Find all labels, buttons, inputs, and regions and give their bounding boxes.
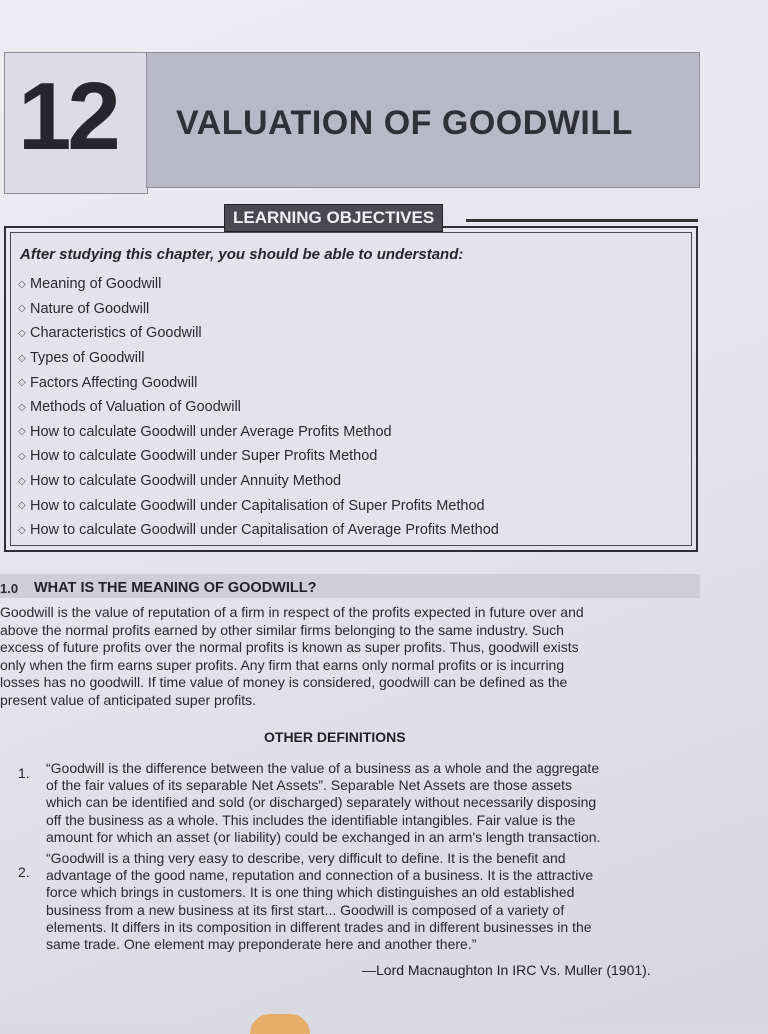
definition-line: elements. It differs in its composition in different trades and in different businesses in the [46, 918, 592, 935]
list-item [18, 321, 499, 346]
finger-shadow [250, 1014, 310, 1034]
paragraph-line: excess of future profits over the normal profits is known as super profits. Thus, goodwill exists [0, 639, 579, 656]
list-item [18, 493, 499, 518]
chapter-title: VALUATION OF GOODWILL [176, 104, 633, 142]
objective-text: Types of Goodwill [30, 350, 145, 367]
paragraph-line: only when the firm earns super profits. Any firm that earns only normal profits or is incurring [0, 656, 565, 673]
section-number: 1.0 [0, 581, 19, 596]
diamond-bullet-icon: ◇ [18, 278, 26, 290]
paragraph-line: present value of anticipated super profits. [0, 691, 257, 708]
list-item [18, 444, 499, 469]
diamond-bullet-icon: ◇ [18, 450, 26, 462]
objective-text: Methods of Valuation of Goodwill [30, 399, 241, 416]
definition-line: off the business as a whole. This includes the identifiable intangibles. Fair value is the [46, 811, 576, 828]
objective-text: Characteristics of Goodwill [30, 325, 202, 342]
paragraph-line: losses has no goodwill. If time value of money is considered, goodwill can be defined as the [0, 674, 568, 691]
definition-line: advantage of the good name, reputation and connection of a business. It is the attractive [46, 867, 594, 884]
list-item [18, 518, 499, 543]
definition-line: business from a new business at its first start... Goodwill is composed of a variety of [46, 901, 565, 918]
definition-number: 1. [18, 765, 30, 781]
objective-text: How to calculate Goodwill under Annuity Method [30, 473, 342, 490]
objective-text: Factors Affecting Goodwill [30, 374, 198, 391]
diamond-bullet-icon: ◇ [18, 303, 26, 315]
definition-line: same trade. One element may preponderate here and another there.” [46, 936, 477, 953]
diamond-bullet-icon: ◇ [18, 500, 26, 512]
definition-line: force which brings in customers. It is one thing which distinguishes an old established [46, 884, 575, 901]
definition-2-text [46, 850, 698, 953]
objective-text: Nature of Goodwill [30, 300, 150, 317]
objective-text: How to calculate Goodwill under Average Profits Method [30, 423, 392, 440]
definition-number: 2. [18, 864, 30, 880]
objective-text: How to calculate Goodwill under Capitalisation of Super Profits Method [30, 497, 485, 514]
learning-objectives-rule [466, 219, 698, 222]
objective-text: How to calculate Goodwill under Capitalisation of Average Profits Method [30, 522, 499, 539]
definition-line: which can be identified and sold (or discharged) separately without necessarily disposing [46, 794, 597, 811]
diamond-bullet-icon: ◇ [18, 327, 26, 339]
diamond-bullet-icon: ◇ [18, 377, 26, 389]
list-item [18, 272, 499, 297]
definition-attribution: —Lord Macnaughton In IRC Vs. Muller (1901). [362, 962, 651, 978]
paragraph-line: above the normal profits earned by other similar firms belonging to the same industry. Such [0, 621, 564, 638]
diamond-bullet-icon: ◇ [18, 475, 26, 487]
diamond-bullet-icon: ◇ [18, 352, 26, 364]
list-item [18, 469, 499, 494]
definition-1-text [46, 760, 698, 846]
section-title: WHAT IS THE MEANING OF GOODWILL? [34, 580, 317, 596]
learning-objectives-intro: After studying this chapter, you should be able to understand: [20, 246, 464, 263]
learning-objectives-heading: LEARNING OBJECTIVES [224, 204, 443, 232]
other-definitions-heading: OTHER DEFINITIONS [264, 729, 406, 745]
definition-line: “Goodwill is a thing very easy to describe, very difficult to define. It is the benefit and [46, 850, 566, 866]
definition-line: “Goodwill is the difference between the value of a business as a whole and the aggregate [46, 760, 600, 776]
goodwill-meaning-paragraph [0, 604, 700, 710]
learning-objectives-list [18, 272, 499, 543]
definition-line: of the fair values of its separable Net Assets”. Separable Net Assets are those assets [46, 777, 573, 794]
chapter-number: 12 [18, 63, 117, 170]
diamond-bullet-icon: ◇ [18, 401, 26, 413]
objective-text: Meaning of Goodwill [30, 276, 162, 293]
diamond-bullet-icon: ◇ [18, 524, 26, 536]
objective-text: How to calculate Goodwill under Super Profits Method [30, 448, 378, 465]
list-item [18, 297, 499, 322]
list-item [18, 420, 499, 445]
list-item [18, 346, 499, 371]
definition-line: amount for which an asset (or liability) could be exchanged in an arm's length transaction. [46, 828, 601, 845]
list-item [18, 395, 499, 420]
paragraph-line: Goodwill is the value of reputation of a firm in respect of the profits expected in future over and [0, 604, 584, 620]
diamond-bullet-icon: ◇ [18, 426, 26, 438]
list-item [18, 370, 499, 395]
